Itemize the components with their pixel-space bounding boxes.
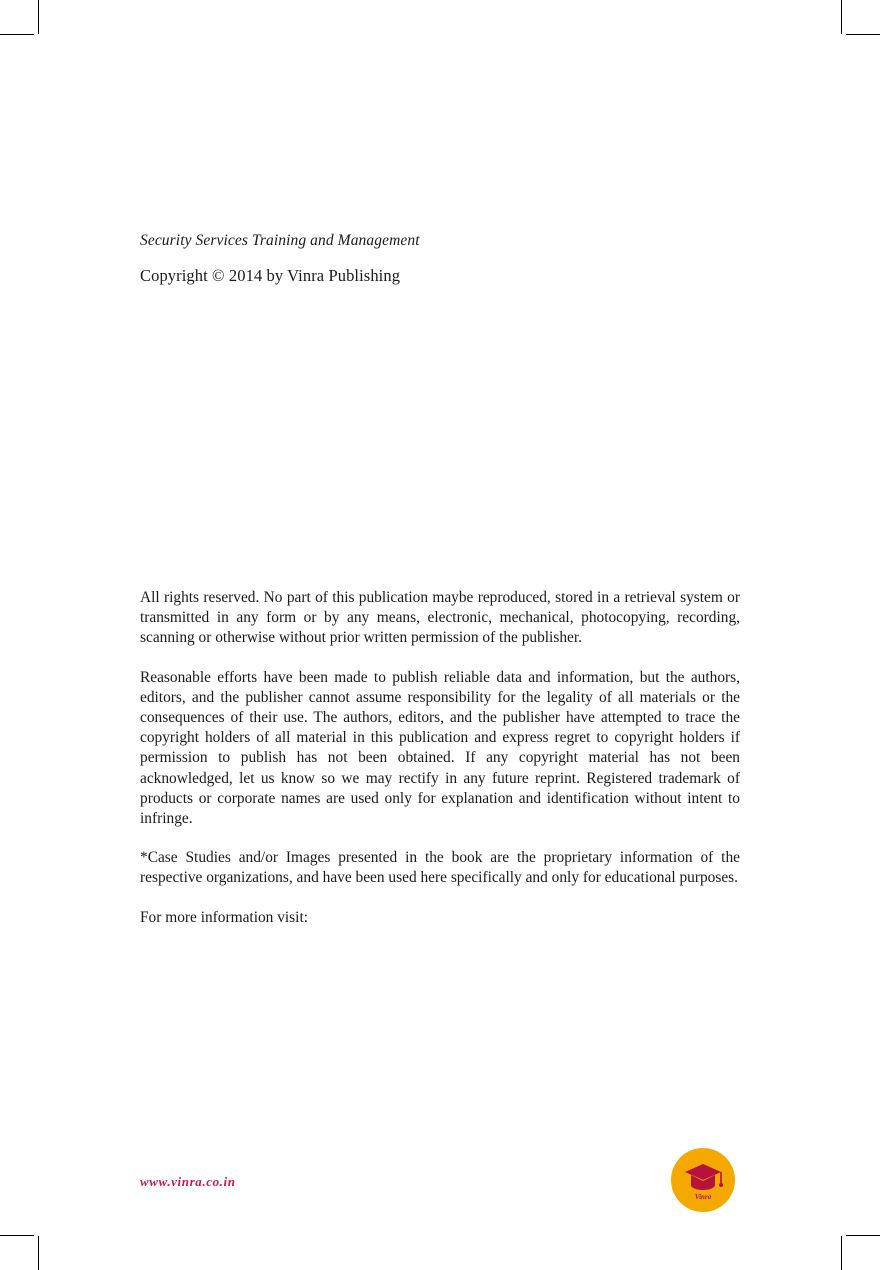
publisher-website-link[interactable]: www.vinra.co.in bbox=[140, 1174, 236, 1189]
crop-mark-top-left-vertical bbox=[38, 0, 39, 34]
crop-mark-bottom-left-horizontal bbox=[0, 1235, 34, 1236]
book-title: Security Services Training and Management bbox=[140, 232, 420, 249]
crop-mark-bottom-right-vertical bbox=[841, 1236, 842, 1270]
legal-paragraph-disclaimer: Reasonable efforts have been made to publish reliable data and information, but the authors, editors, and the publisher cannot assume responsibility for the legality of all materials or the consequences of their use. The authors, editors, and the publisher have attempted to trace the copyright holders of all material in this publication and express regret to copyright holders if permission to publish has not been obtained. If any copyright material has not been acknowledged, let us know so we may rectify in any future reprint. Registered trademark of products or corporate names are used only for explanation and identification without intent to infringe. bbox=[140, 668, 740, 828]
legal-text-block bbox=[140, 588, 740, 928]
crop-mark-bottom-right-horizontal bbox=[846, 1235, 880, 1236]
svg-text:Vinra: Vinra bbox=[694, 1193, 712, 1201]
publisher-logo bbox=[671, 1148, 735, 1212]
crop-mark-top-left-horizontal bbox=[0, 34, 34, 35]
crop-mark-top-right-vertical bbox=[841, 0, 842, 34]
legal-paragraph-case-studies: *Case Studies and/or Images presented in the book are the proprietary information of the respective organizations, and have been used here specifically and only for educational purposes. bbox=[140, 849, 740, 887]
legal-paragraph-rights-reserved: All rights reserved. No part of this publication maybe reproduced, stored in a retrieval system or transmitted in any form or by any means, electronic, mechanical, photocopying, recording, scanning or otherwise without prior written permission of the publisher. bbox=[140, 589, 740, 647]
legal-paragraph-more-information: For more information visit: bbox=[140, 908, 308, 926]
crop-mark-bottom-left-vertical bbox=[38, 1236, 39, 1270]
copyright-page bbox=[140, 0, 740, 1270]
graduation-cap-icon bbox=[671, 1148, 735, 1212]
copyright-notice: Copyright © 2014 by Vinra Publishing bbox=[140, 266, 401, 285]
crop-mark-top-right-horizontal bbox=[846, 34, 880, 35]
